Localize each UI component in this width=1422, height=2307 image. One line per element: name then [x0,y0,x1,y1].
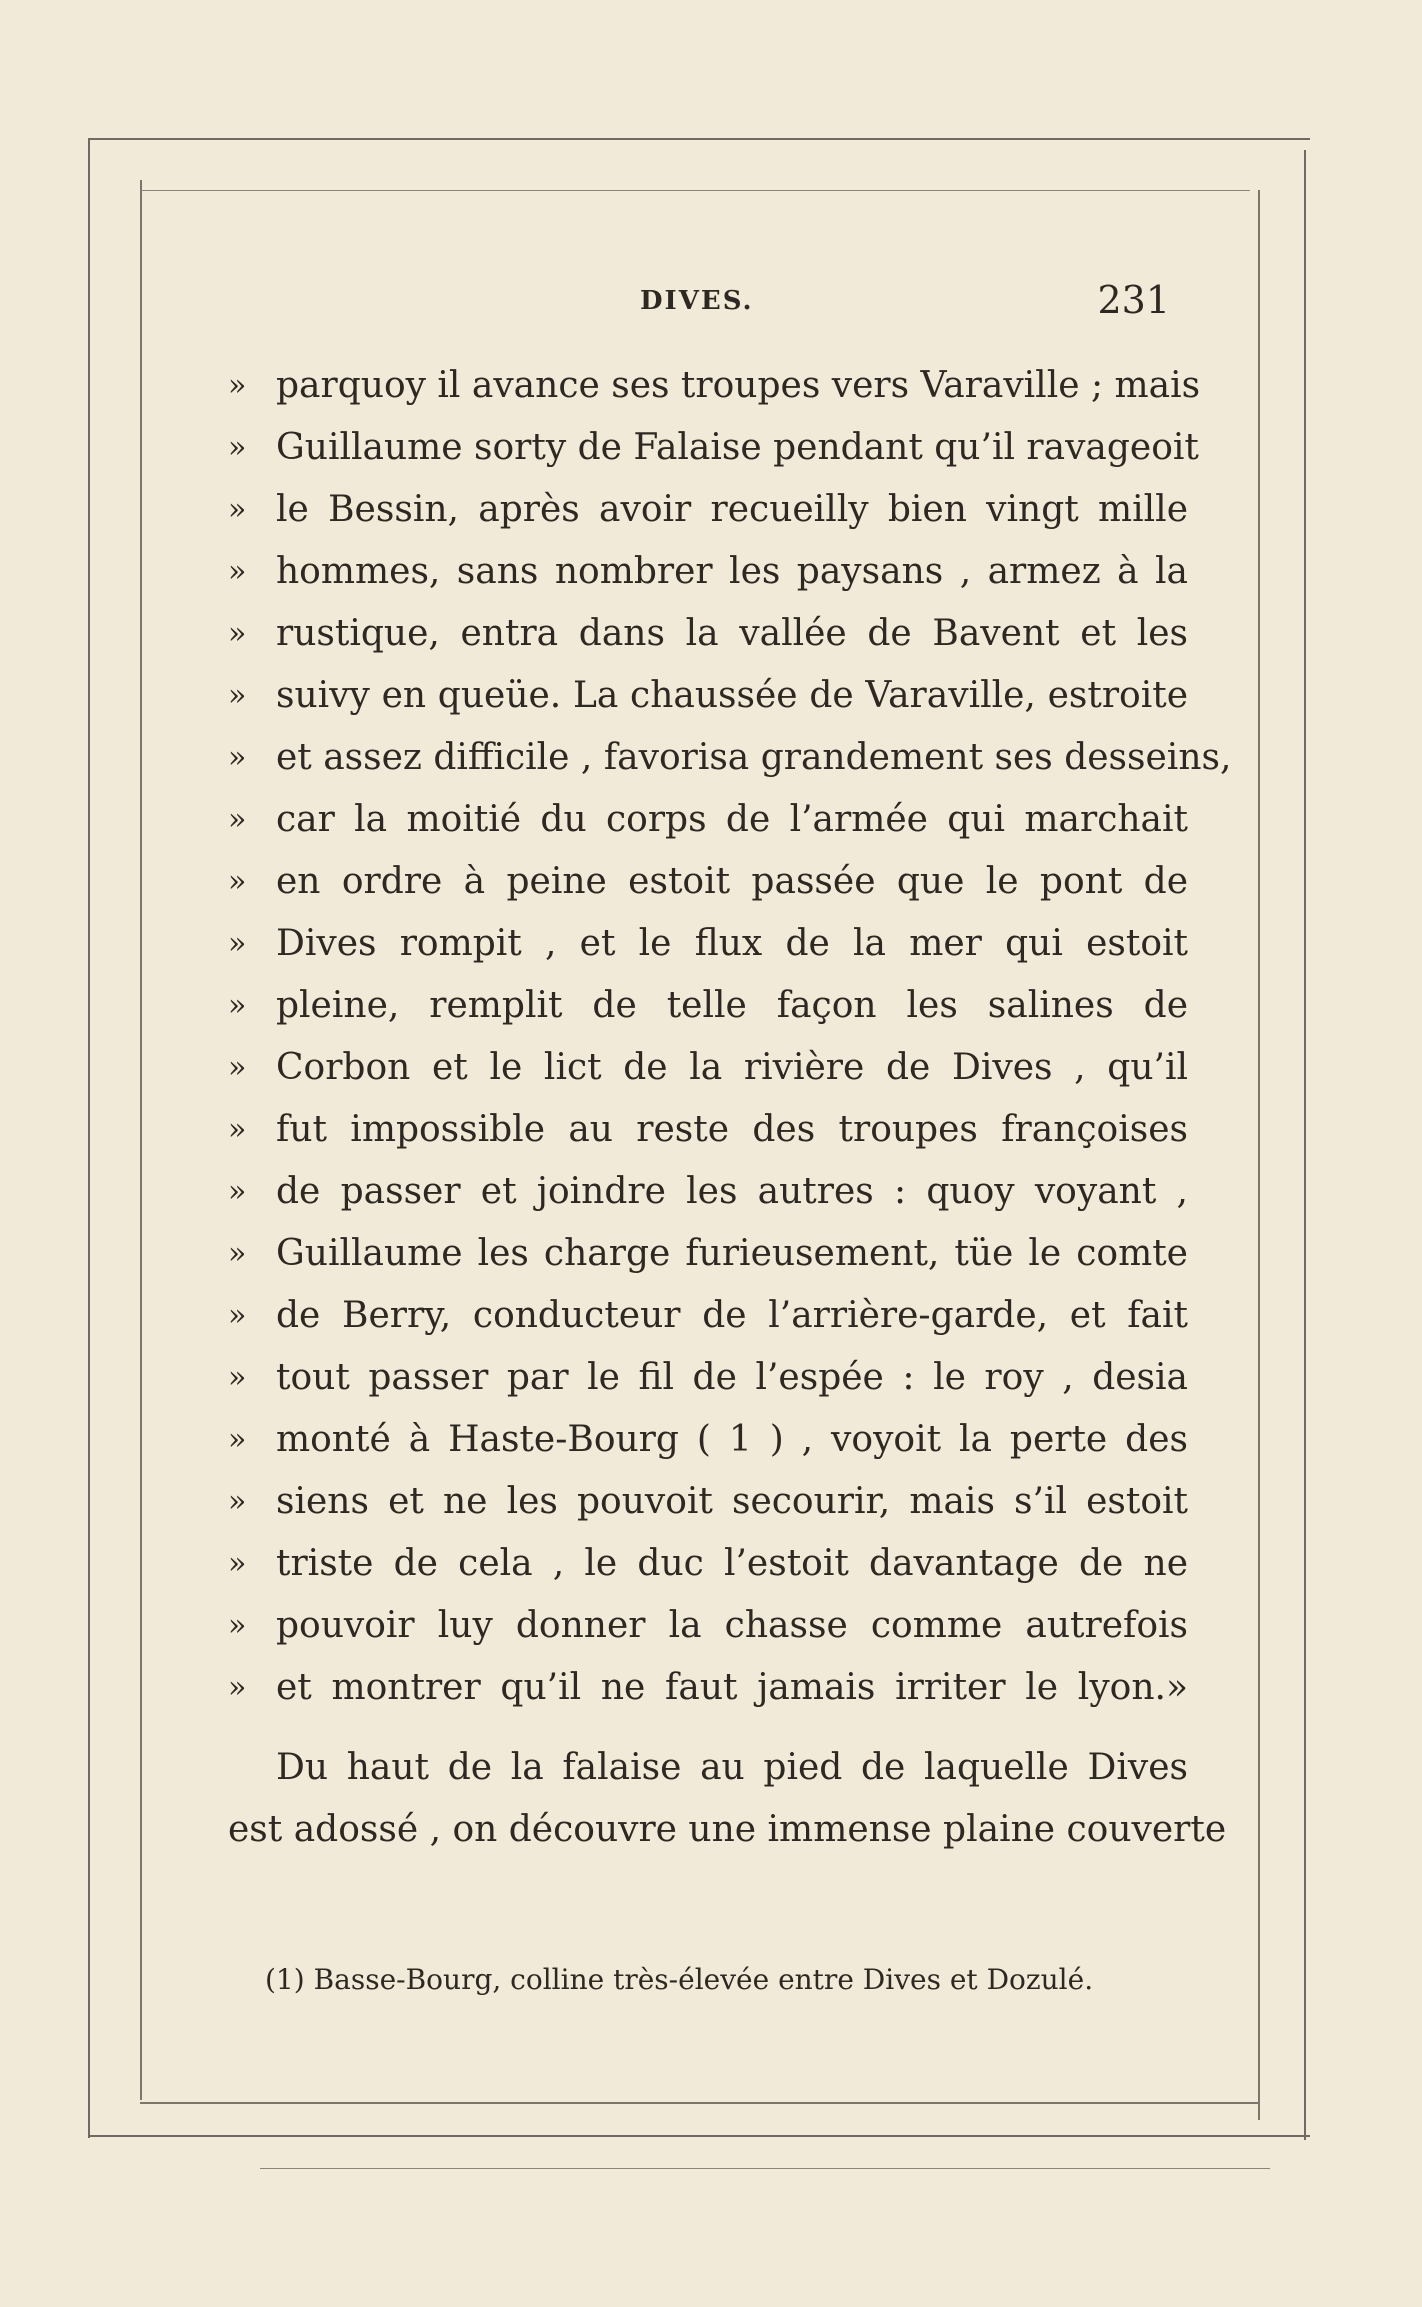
frame-rule-right [1304,150,1306,2140]
guillemet-mark: » [228,926,247,961]
quoted-line-text: Guillaume sorty de Falaise pendant qu’il ravageoit [276,427,1199,468]
guillemet-mark: » [228,1608,247,1643]
quoted-line-text: Dives rompit , et le flux de la mer qui estoit [276,923,1188,964]
quoted-line [228,1595,1188,1657]
quoted-line-text: de Berry, conducteur de l’arrière-garde, et fait [276,1295,1188,1336]
quoted-line-text: rustique, entra dans la vallée de Bavent et les [276,613,1188,654]
lower-rule [260,2168,1270,2169]
quoted-line [228,541,1188,603]
guillemet-mark: » [228,740,247,775]
frame-rule-bottom [88,2135,1310,2137]
quoted-line-text: triste de cela , le duc l’estoit davantage de ne [276,1543,1188,1584]
frame-rule-top [88,138,1310,140]
inner-rule-left [140,180,142,2100]
quoted-line-text: et montrer qu’il ne faut jamais irriter le lyon.» [276,1667,1188,1708]
quoted-line-text: Corbon et le lict de la rivière de Dives , qu’il [276,1047,1188,1088]
page-number: 231 [1097,278,1170,322]
quoted-line [228,1161,1188,1223]
guillemet-mark: » [228,1670,247,1705]
quoted-line [228,1471,1188,1533]
guillemet-mark: » [228,678,247,713]
quoted-line-text: fut impossible au reste des troupes françoises [276,1109,1188,1150]
quoted-line-text: siens et ne les pouvoit secourir, mais s’il estoit [276,1481,1188,1522]
paragraph-line: Du haut de la falaise au pied de laquelle Dives [276,1747,1188,1788]
guillemet-mark: » [228,988,247,1023]
quoted-line [228,417,1199,479]
quoted-line-text: Guillaume les charge furieusement, tüe le comte [276,1233,1188,1274]
quoted-line [228,913,1188,975]
running-head [230,278,1180,328]
guillemet-mark: » [228,492,247,527]
guillemet-mark: » [228,1422,247,1457]
quoted-line [228,975,1188,1037]
quoted-line [228,665,1188,727]
text-block [228,355,1232,1861]
running-title: DIVES. [640,286,754,316]
quoted-line [228,479,1188,541]
body-paragraph [228,1737,1227,1861]
quoted-line [228,789,1188,851]
quoted-line [228,727,1232,789]
guillemet-mark: » [228,1484,247,1519]
guillemet-mark: » [228,430,247,465]
quoted-line [228,1285,1188,1347]
quoted-line [228,1037,1188,1099]
quoted-line [228,1409,1188,1471]
quoted-line-text: pleine, remplit de telle façon les salines de [276,985,1188,1026]
guillemet-mark: » [228,802,247,837]
guillemet-mark: » [228,554,247,589]
quoted-line-text: parquoy il avance ses troupes vers Varaville ; mais [276,365,1201,406]
guillemet-mark: » [228,864,247,899]
guillemet-mark: » [228,1360,247,1395]
guillemet-mark: » [228,1546,247,1581]
quoted-line-text: en ordre à peine estoit passée que le pont de [276,861,1188,902]
quoted-line-text: suivy en queüe. La chaussée de Varaville, estroite [276,675,1188,716]
quoted-line-text: monté à Haste-Bourg ( 1 ) , voyoit la perte des [276,1419,1188,1460]
guillemet-mark: » [228,1236,247,1271]
guillemet-mark: » [228,368,247,403]
quoted-line-text: et assez difficile , favorisa grandement ses desseins, [276,737,1232,778]
quoted-line-text: tout passer par le fil de l’espée : le roy , desia [276,1357,1188,1398]
guillemet-mark: » [228,1174,247,1209]
guillemet-mark: » [228,616,247,651]
quoted-line-text: car la moitié du corps de l’armée qui marchait [276,799,1188,840]
inner-rule-bottom [140,2102,1260,2104]
quoted-line-text: pouvoir luy donner la chasse comme autrefois [276,1605,1188,1646]
inner-rule-right [1258,190,1260,2120]
quoted-line-text: de passer et joindre les autres : quoy voyant , [276,1171,1188,1212]
quoted-line-text: le Bessin, après avoir recueilly bien vingt mille [276,489,1188,530]
guillemet-mark: » [228,1298,247,1333]
quoted-line [228,851,1188,913]
guillemet-mark: » [228,1050,247,1085]
quoted-line [228,1533,1188,1595]
quoted-line [228,603,1188,665]
quoted-line [228,1099,1188,1161]
footnote: (1) Basse-Bourg, colline très-élevée entre Dives et Dozulé. [265,1963,1094,1996]
quoted-line [228,1347,1188,1409]
quoted-line-text: hommes, sans nombrer les paysans , armez à la [276,551,1188,592]
guillemet-mark: » [228,1112,247,1147]
quoted-passage [228,355,1232,1719]
frame-rule-left [88,138,90,2138]
inner-rule-top [140,190,1250,191]
quoted-line [228,1657,1188,1719]
quoted-line [228,355,1201,417]
quoted-line [228,1223,1188,1285]
paragraph-line: est adossé , on découvre une immense plaine couverte [228,1809,1227,1850]
